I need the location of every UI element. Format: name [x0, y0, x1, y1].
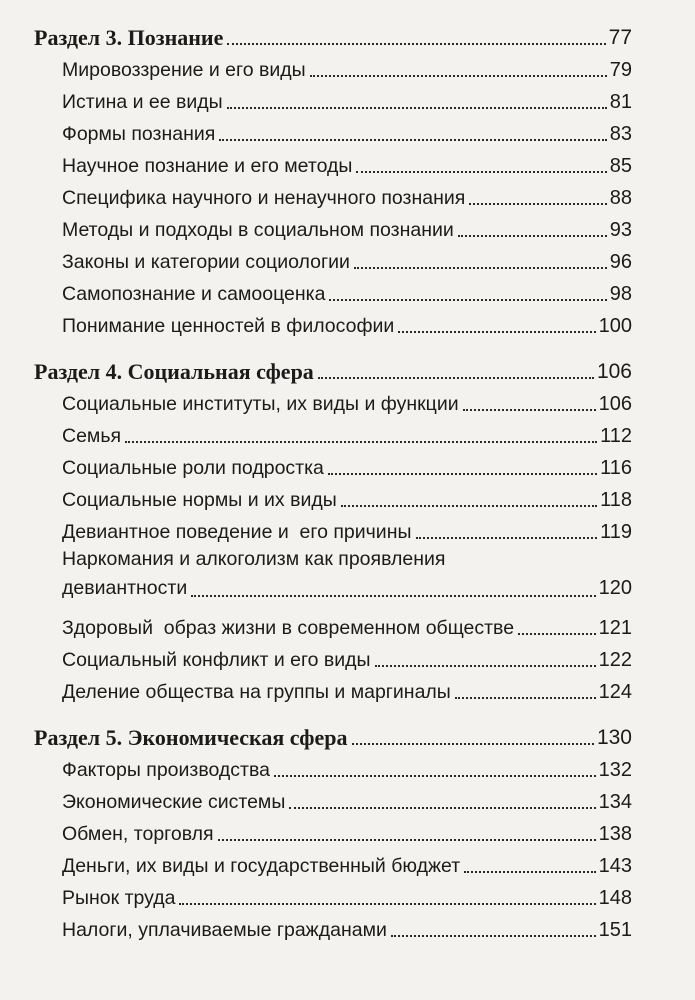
dot-leader — [354, 267, 607, 269]
toc-entry — [34, 306, 632, 338]
entry-title: Научное познание и его методы — [62, 155, 353, 177]
entry-page-number: 83 — [609, 123, 632, 145]
entry-page-number: 93 — [609, 219, 632, 241]
toc-entry — [34, 384, 632, 416]
dot-leader — [518, 633, 596, 635]
section-page-number: 77 — [608, 26, 632, 49]
toc-entry — [34, 878, 632, 910]
dot-leader — [219, 139, 606, 141]
toc-entry — [34, 416, 632, 448]
section-heading — [34, 10, 632, 50]
entry-page-number: 85 — [609, 155, 632, 177]
dot-leader — [328, 473, 597, 475]
toc-entry — [34, 782, 632, 814]
entry-page-number: 116 — [600, 457, 632, 479]
entry-page-number: 121 — [598, 617, 632, 639]
toc-entry — [34, 750, 632, 782]
entry-title-line2: девиантности — [62, 577, 188, 599]
dot-leader — [218, 839, 596, 841]
dot-leader — [391, 935, 596, 937]
entry-title: Экономические системы — [62, 791, 286, 813]
section-heading — [34, 344, 632, 384]
section-page-number: 106 — [596, 360, 632, 383]
toc-entry — [34, 178, 632, 210]
entry-page-number: 122 — [598, 649, 632, 671]
entry-page-number: 88 — [609, 187, 632, 209]
section-title: Раздел 5. Экономическая сфера — [34, 725, 348, 750]
dot-leader — [416, 537, 598, 539]
section-page-number: 130 — [596, 726, 632, 749]
toc-entry — [34, 114, 632, 146]
entry-title: Истина и ее виды — [62, 91, 223, 113]
dot-leader — [356, 171, 606, 173]
toc-entry — [34, 82, 632, 114]
entry-title: Налоги, уплачиваемые гражданами — [62, 919, 387, 941]
entry-page-number: 98 — [609, 283, 632, 305]
entry-page-number: 134 — [598, 791, 632, 813]
entry-title-line1: Наркомания и алкоголизм как проявления — [62, 548, 446, 570]
entry-page-number: 132 — [598, 759, 632, 781]
toc-entry — [34, 910, 632, 942]
entry-page-number: 118 — [600, 489, 632, 511]
entry-title: Социальные институты, их виды и функции — [62, 393, 459, 415]
dot-leader — [464, 871, 595, 873]
entry-title: Рынок труда — [62, 887, 176, 909]
toc-entry — [34, 544, 632, 608]
toc-entry — [34, 512, 632, 544]
entry-title: Девиантное поведение и его причины — [62, 521, 412, 543]
entry-title: Методы и подходы в социальном познании — [62, 219, 454, 241]
entry-title: Специфика научного и ненаучного познания — [62, 187, 466, 209]
entry-page-number: 124 — [598, 681, 632, 703]
dot-leader — [227, 107, 607, 109]
entry-title: Деньги, их виды и государственный бюджет — [62, 855, 461, 877]
dot-leader — [469, 203, 606, 205]
entry-title: Деление общества на группы и маргиналы — [62, 681, 451, 703]
dot-leader — [227, 43, 605, 45]
toc-entry — [34, 672, 632, 704]
entry-title: Самопознание и самооценка — [62, 283, 326, 305]
section-title: Раздел 4. Социальная сфера — [34, 359, 314, 384]
entry-title: Факторы производства — [62, 759, 270, 781]
dot-leader — [375, 665, 596, 667]
toc-entry — [34, 210, 632, 242]
entry-title: Обмен, торговля — [62, 823, 214, 845]
toc-entry — [34, 274, 632, 306]
entry-title: Мировоззрение и его виды — [62, 59, 306, 81]
entry-title: Социальный конфликт и его виды — [62, 649, 371, 671]
toc-entry — [34, 146, 632, 178]
entry-page-number: 81 — [609, 91, 632, 113]
dot-leader — [341, 505, 597, 507]
entry-page-number: 143 — [598, 855, 632, 877]
toc-entry — [34, 608, 632, 640]
entry-page-number: 151 — [598, 919, 632, 941]
entry-page-number: 148 — [598, 887, 632, 909]
entry-page-number: 112 — [600, 425, 632, 447]
section-title: Раздел 3. Познание — [34, 25, 224, 50]
section-heading — [34, 710, 632, 750]
toc-entry — [34, 50, 632, 82]
toc-entry — [34, 640, 632, 672]
entry-title: Законы и категории социологии — [62, 251, 350, 273]
entry-title: Формы познания — [62, 123, 216, 145]
entry-title: Здоровый образ жизни в современном обществе — [62, 617, 515, 639]
dot-leader — [318, 377, 594, 379]
dot-leader — [455, 697, 596, 699]
entry-title-line2-row — [62, 574, 632, 602]
toc-entry — [34, 480, 632, 512]
dot-leader — [179, 903, 595, 905]
dot-leader — [458, 235, 607, 237]
entry-page-number: 106 — [598, 393, 632, 415]
entry-page-number: 119 — [600, 521, 632, 543]
toc-entry — [34, 242, 632, 274]
entry-page-number: 96 — [609, 251, 632, 273]
dot-leader — [125, 441, 597, 443]
entry-title: Семья — [62, 425, 122, 447]
toc-entry — [34, 448, 632, 480]
entry-title: Социальные нормы и их виды — [62, 489, 337, 511]
dot-leader — [352, 743, 594, 745]
dot-leader — [310, 75, 607, 77]
entry-title: Понимание ценностей в философии — [62, 315, 395, 337]
entry-page-number: 79 — [609, 59, 632, 81]
dot-leader — [274, 775, 596, 777]
dot-leader — [289, 807, 595, 809]
entry-page-number: 100 — [598, 315, 632, 337]
dot-leader — [463, 409, 596, 411]
entry-page-number: 138 — [598, 823, 632, 845]
toc-entry — [34, 846, 632, 878]
entry-page-number: 120 — [598, 577, 632, 599]
entry-title: Социальные роли подростка — [62, 457, 324, 479]
dot-leader — [329, 299, 606, 301]
dot-leader — [398, 331, 595, 333]
toc-entry — [34, 814, 632, 846]
dot-leader — [191, 595, 595, 597]
